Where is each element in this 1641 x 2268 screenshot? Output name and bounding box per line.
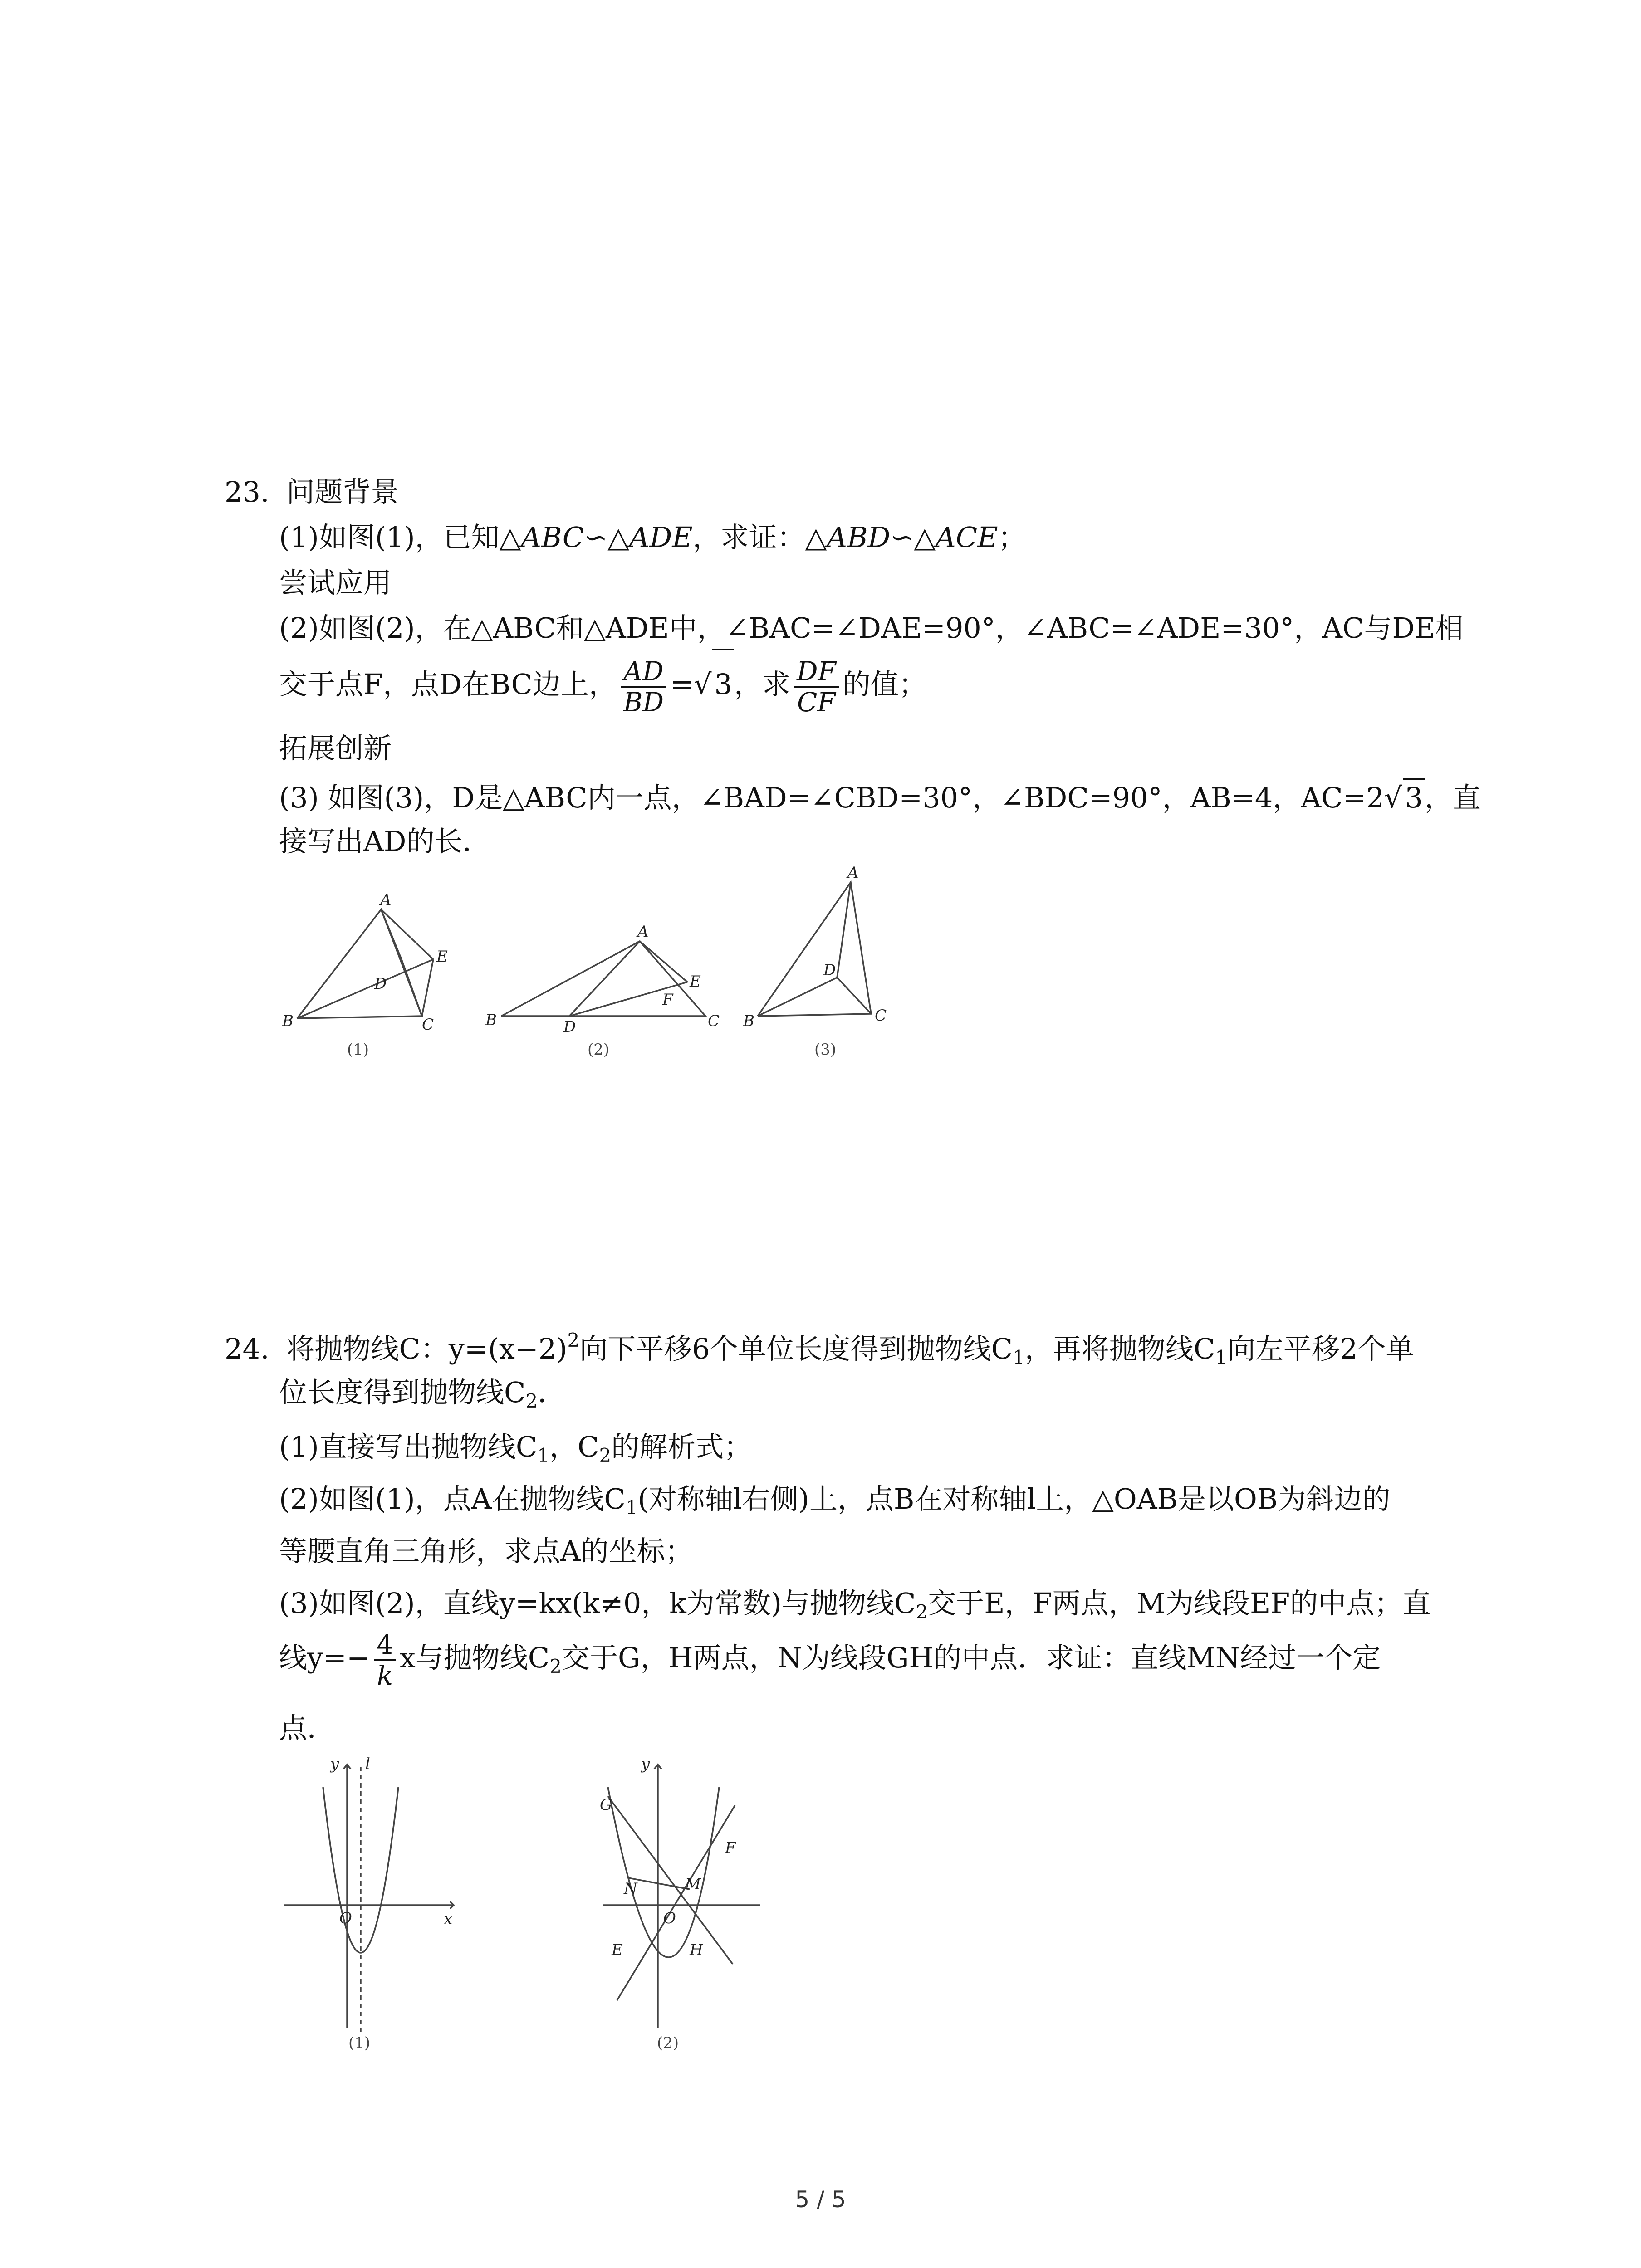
q24-line1 xyxy=(225,1322,1414,1376)
fraction-4-k xyxy=(374,1630,396,1690)
q24-part1 xyxy=(279,1429,752,1474)
subscript: 1 xyxy=(1215,1346,1228,1369)
q23-part3-line1 xyxy=(279,778,1481,816)
fraction-df-cf xyxy=(794,657,839,717)
fraction-denominator: k xyxy=(377,1660,393,1691)
sqrt-value: 3 xyxy=(712,649,734,719)
q23-part3-line2: 接写出AD的长． xyxy=(279,825,491,858)
fraction-numerator: DF xyxy=(794,657,839,688)
q23-p2-ask: ，求 xyxy=(734,668,790,701)
q23-part2-line2 xyxy=(279,649,927,719)
label-b: B xyxy=(743,1012,754,1030)
label-x: x xyxy=(444,1910,453,1928)
label-e: E xyxy=(436,948,448,966)
q23-p1-abc: ABC xyxy=(521,521,584,554)
superscript: 2 xyxy=(567,1329,580,1351)
q24-text: 交于G，H两点，N为线段GH的中点．求证：直线MN经过一个定 xyxy=(561,1641,1381,1674)
q23-p1-text: (1)如图(1)，已知△ xyxy=(279,521,521,554)
page-number: 5 / 5 xyxy=(795,2186,846,2213)
label-g: G xyxy=(600,1796,612,1814)
q24-text: (对称轴l右侧)上，点B在对称轴l上，△OAB是以OB为斜边的 xyxy=(637,1482,1391,1515)
q23-number: 23. xyxy=(225,475,269,508)
line-kx xyxy=(617,1805,735,2000)
equals-sign: = xyxy=(670,668,694,701)
fraction-denominator: BD xyxy=(623,686,664,718)
q24-text: 位长度得到抛物线C xyxy=(279,1376,526,1409)
fraction-numerator: AD xyxy=(621,657,666,688)
q23-p1-prove: ，求证：△ xyxy=(692,521,827,554)
q23-p2-text: 交于点F，点D在BC边上， xyxy=(279,668,617,701)
q23-p2-end: 的值； xyxy=(842,668,927,701)
fraction-denominator: CF xyxy=(797,686,836,718)
label-d: D xyxy=(563,1018,576,1036)
figure-caption-2: (2) xyxy=(657,2034,679,2052)
subscript: 2 xyxy=(549,1655,562,1677)
q23-heading-line xyxy=(225,474,399,510)
label-l: l xyxy=(365,1755,370,1773)
q23-heading: 问题背景 xyxy=(286,475,399,508)
label-n: N xyxy=(624,1880,637,1898)
q23-p3-end: ，直 xyxy=(1424,781,1481,814)
q24-part3-line2 xyxy=(279,1624,1381,1701)
q23-section2-title: 尝试应用 xyxy=(279,566,392,599)
label-d: D xyxy=(374,975,387,993)
label-a: A xyxy=(847,864,859,882)
sqrt-value: 3 xyxy=(1403,778,1424,816)
figure-2-triangles xyxy=(501,941,705,1016)
q24-number: 24. xyxy=(225,1332,269,1365)
line-mn xyxy=(628,1878,690,1889)
q24-text: x与抛物线C xyxy=(399,1641,550,1674)
q23-section3-title: 拓展创新 xyxy=(279,732,392,765)
label-o: O xyxy=(339,1909,352,1927)
q23-figures xyxy=(272,862,930,1070)
q24-part2-line2: 等腰直角三角形，求点A的坐标； xyxy=(279,1535,693,1568)
q24-text: 向左平移2个单 xyxy=(1227,1332,1414,1365)
label-y: y xyxy=(330,1755,339,1773)
label-d: D xyxy=(823,961,836,979)
subscript: 1 xyxy=(1013,1346,1025,1369)
q24-text: ，再将抛物线C xyxy=(1024,1332,1215,1365)
q23-p1-sim2: ∽△ xyxy=(890,521,936,554)
q24-text: 线y=− xyxy=(279,1641,370,1674)
q24-part3-line3: 点． xyxy=(279,1711,336,1745)
label-m: M xyxy=(685,1875,701,1893)
q23-part2-line1: (2)如图(2)，在△ABC和△ADE中，∠BAC=∠DAE=90°，∠ABC=∠ADE=30°，AC与DE相 xyxy=(279,611,1464,645)
q24-text: 将抛物线C：y=(x−2) xyxy=(286,1332,568,1365)
label-e: E xyxy=(690,973,701,991)
q24-text: ． xyxy=(538,1376,566,1409)
q23-p1-abd: ABD xyxy=(827,521,891,554)
label-c: C xyxy=(875,1007,887,1025)
label-b: B xyxy=(282,1012,294,1030)
q23-p1-end: ； xyxy=(998,521,1026,554)
label-h: H xyxy=(690,1941,703,1959)
sqrt-symbol: √ xyxy=(1384,781,1402,814)
figure-3-triangles xyxy=(758,882,871,1016)
q24-text: (2)如图(1)，点A在抛物线C xyxy=(279,1482,626,1515)
q24-line2 xyxy=(279,1374,566,1419)
figure-caption-2: (2) xyxy=(588,1041,610,1059)
label-f: F xyxy=(662,991,673,1009)
q24-figures xyxy=(272,1755,794,2073)
label-e: E xyxy=(612,1941,623,1959)
label-y: y xyxy=(641,1755,650,1773)
q24-text: 向下平移6个单位长度得到抛物线C xyxy=(579,1332,1013,1365)
figure-caption-1: (1) xyxy=(347,1041,369,1059)
label-a: A xyxy=(380,891,392,909)
subscript: 1 xyxy=(537,1444,549,1466)
q24-text: (1)直接写出抛物线C xyxy=(279,1430,538,1463)
q23-p3-text: (3) 如图(3)，D是△ABC内一点，∠BAD=∠CBD=30°，∠BDC=90°，AB=4，AC=2 xyxy=(279,781,1384,814)
figure-caption-3: (3) xyxy=(814,1041,837,1059)
sqrt-symbol: √ xyxy=(693,668,712,701)
q24-text: 交于E，F两点，M为线段EF的中点；直 xyxy=(928,1587,1431,1620)
fraction-numerator: 4 xyxy=(374,1630,396,1661)
subscript: 2 xyxy=(525,1390,538,1412)
q24-part2-line1 xyxy=(279,1481,1390,1526)
q24-text: 的解析式； xyxy=(611,1430,752,1463)
label-o: O xyxy=(663,1909,676,1927)
subscript: 2 xyxy=(916,1601,928,1623)
q23-p1-sim: ∽△ xyxy=(584,521,629,554)
q24-text: (3)如图(2)，直线y=kx(k≠0，k为常数)与抛物线C xyxy=(279,1587,916,1620)
q23-p1-ade: ADE xyxy=(629,521,693,554)
subscript: 1 xyxy=(625,1496,638,1519)
label-c: C xyxy=(422,1016,434,1034)
q23-part1 xyxy=(279,519,1026,556)
q23-p1-ace: ACE xyxy=(936,521,998,554)
label-c: C xyxy=(708,1012,720,1030)
fraction-ad-bd xyxy=(621,657,666,717)
figure-caption-1: (1) xyxy=(348,2034,371,2052)
subscript: 2 xyxy=(599,1444,612,1466)
q24-text: ，C xyxy=(549,1430,599,1463)
label-f: F xyxy=(725,1839,736,1857)
label-a: A xyxy=(637,923,649,941)
label-b: B xyxy=(485,1011,497,1029)
q24-figure-1 xyxy=(284,1765,454,2032)
figure-1-triangles xyxy=(297,909,433,1018)
